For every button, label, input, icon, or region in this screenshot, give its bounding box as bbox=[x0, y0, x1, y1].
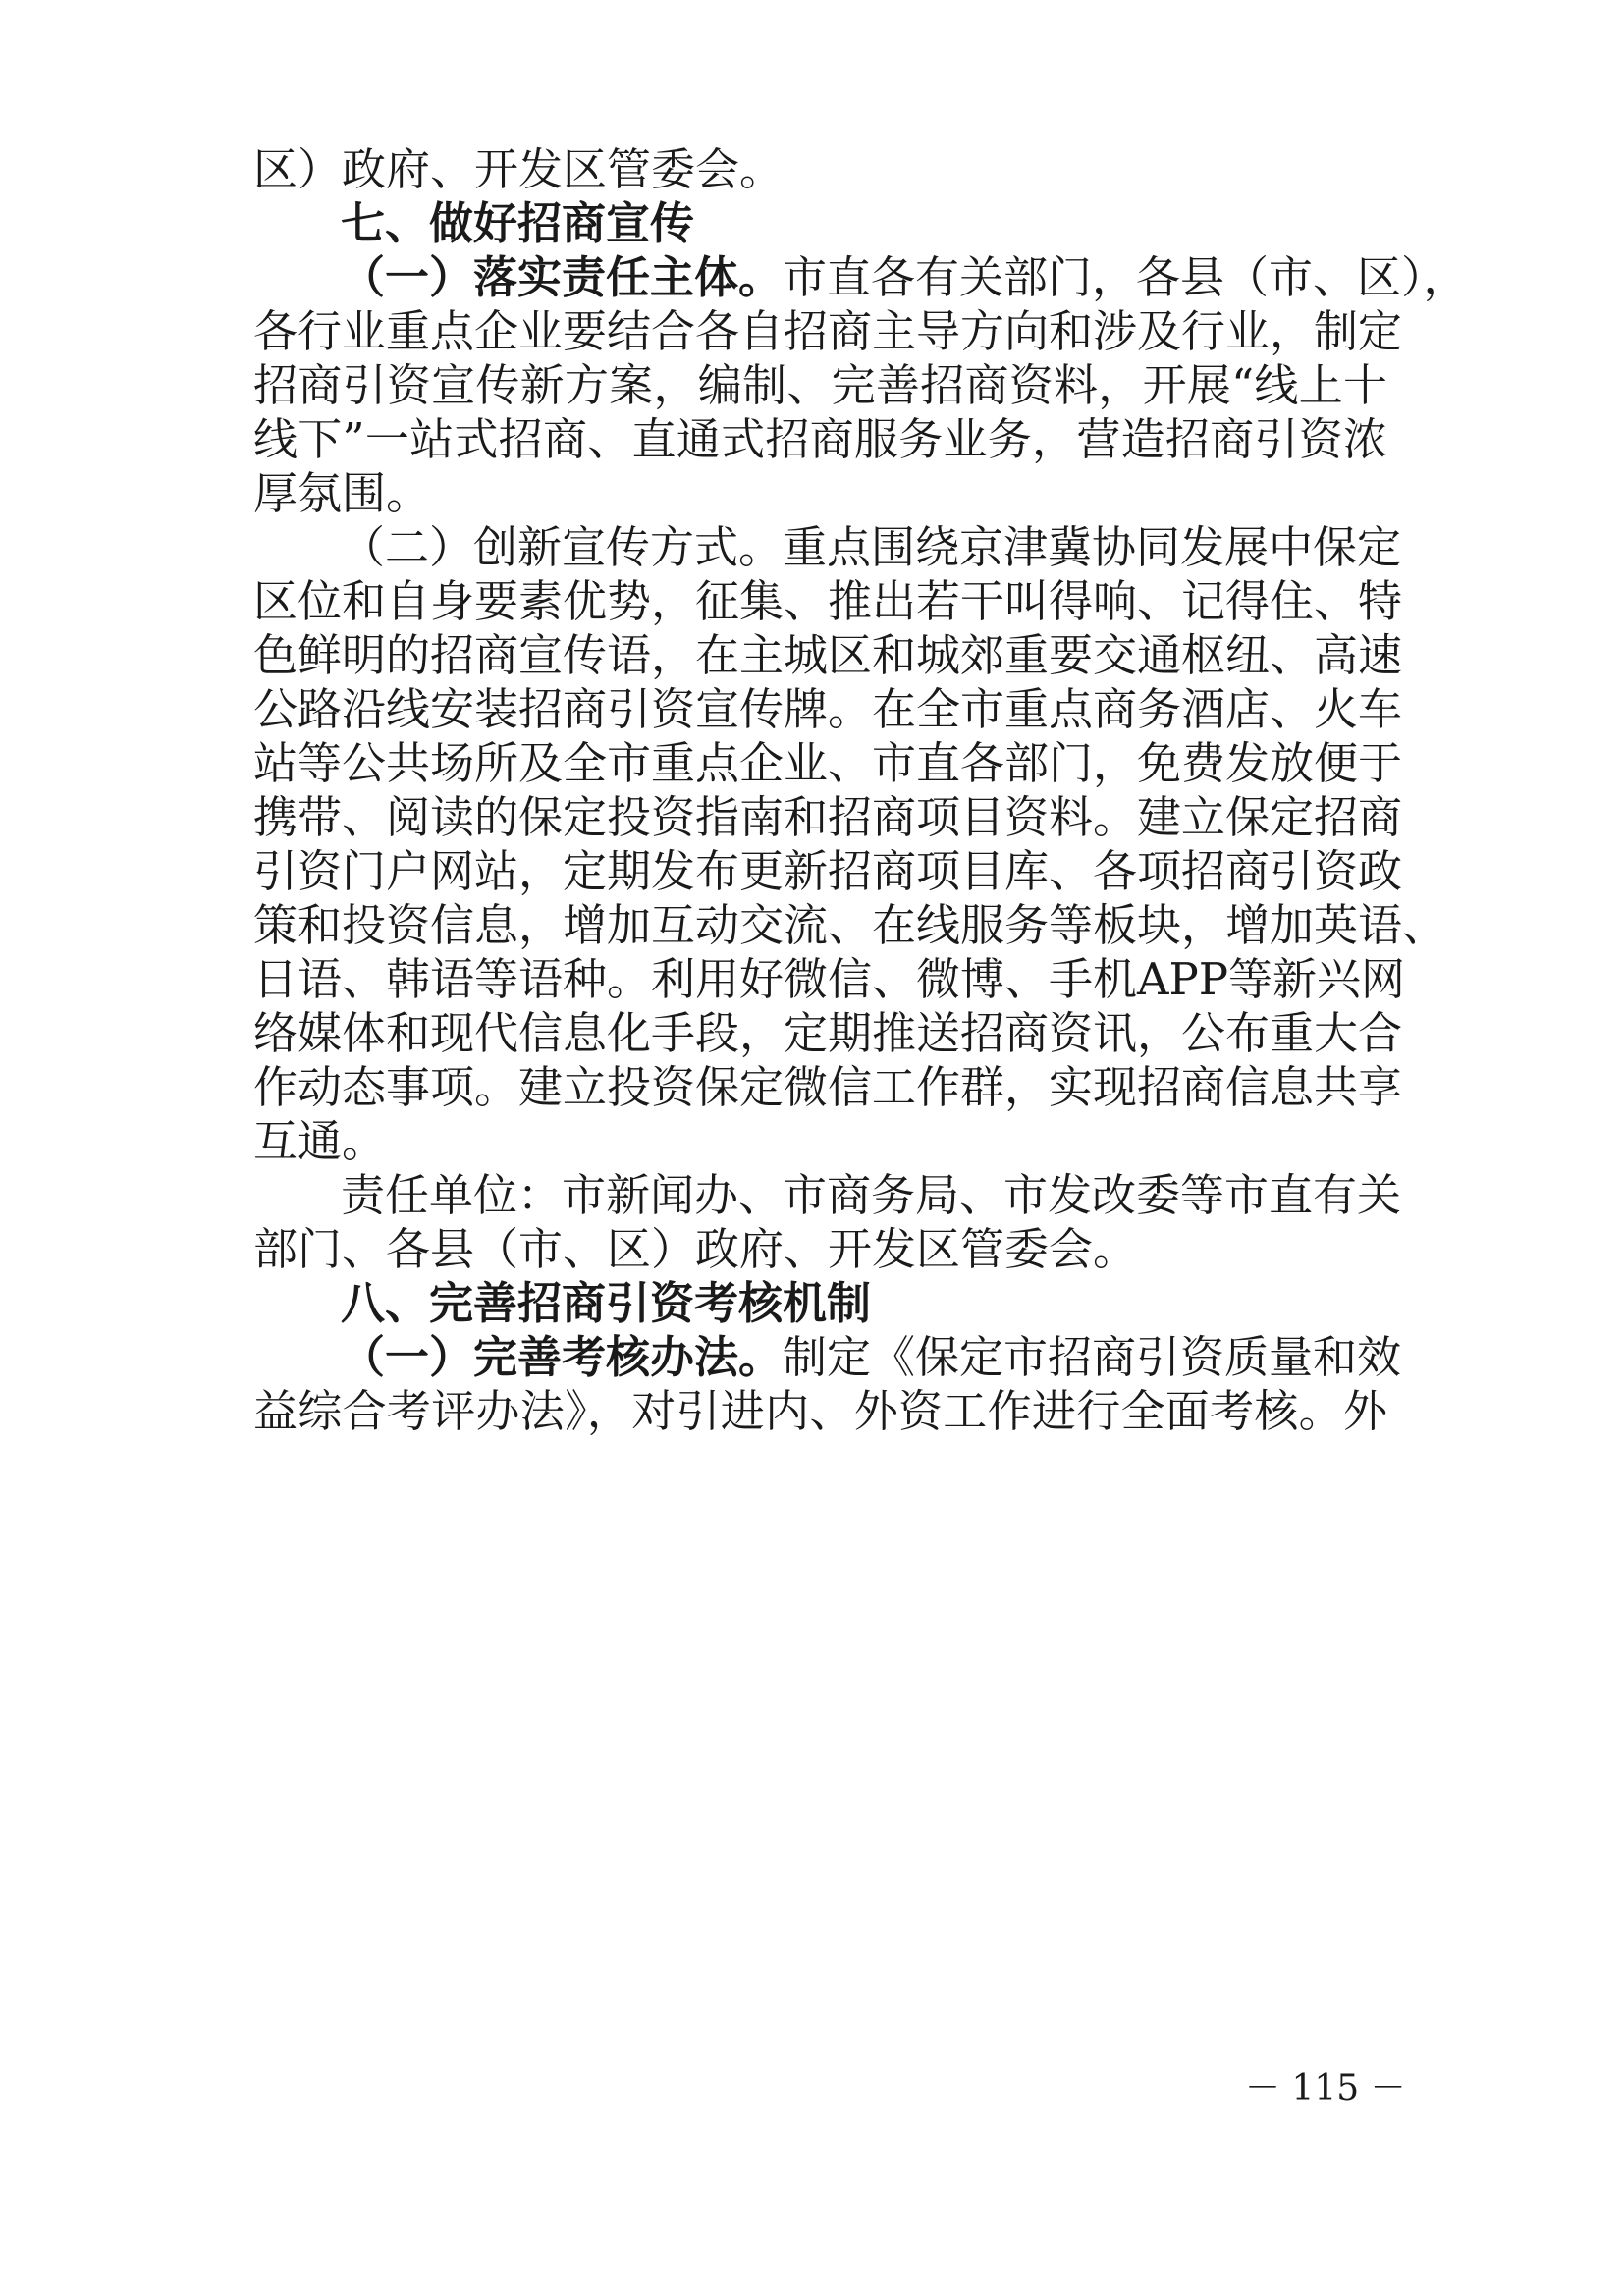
text-line: 益综合考评办法》，对引进内、外资工作进行全面考核。外 bbox=[253, 1385, 1387, 1437]
subsection-lead: （一）落实责任主体。 bbox=[341, 251, 784, 303]
text-line: 互通。 bbox=[253, 1115, 387, 1167]
text-line: 招商引资宣传新方案，编制、完善招商资料，开展“线上十 bbox=[253, 359, 1387, 411]
text-line: 区位和自身要素优势，征集、推出若干叫得响、记得住、特 bbox=[253, 575, 1403, 627]
text-line: 色鲜明的招商宣传语，在主城区和城郊重要交通枢纽、高速 bbox=[253, 629, 1403, 681]
text-line: 站等公共场所及全市重点企业、市直各部门，免费发放便于 bbox=[253, 737, 1403, 789]
text-line: 作动态事项。建立投资保定微信工作群，实现招商信息共享 bbox=[253, 1061, 1403, 1113]
text-line bbox=[341, 1331, 1402, 1384]
text-line: 策和投资信息，增加互动交流、在线服务等板块，增加英语、 bbox=[253, 899, 1447, 951]
text-line: 络媒体和现代信息化手段，定期推送招商资讯，公布重大合 bbox=[253, 1007, 1403, 1059]
text-line: 厚氛围。 bbox=[253, 467, 431, 519]
subsection-lead: （一）完善考核办法。 bbox=[341, 1331, 784, 1383]
text-line: 各行业重点企业要结合各自招商主导方向和涉及行业，制定 bbox=[253, 305, 1403, 357]
text-line: 日语、韩语等语种。利用好微信、微博、手机APP等新兴网 bbox=[253, 953, 1406, 1005]
text-line: 携带、阅读的保定投资指南和招商项目资料。建立保定招商 bbox=[253, 791, 1403, 843]
section-heading-7: 七、做好招商宣传 bbox=[341, 197, 695, 249]
text-line bbox=[341, 251, 1468, 304]
section-heading-8: 八、完善招商引资考核机制 bbox=[341, 1277, 872, 1329]
page-number: － 115 － bbox=[1245, 2068, 1406, 2109]
text-line: 区）政府、开发区管委会。 bbox=[253, 143, 785, 195]
text-span: 市直各有关部门，各县（市、区）， bbox=[783, 251, 1468, 303]
text-span: 制定《保定市招商引资质量和效 bbox=[783, 1331, 1402, 1383]
text-line: （二）创新宣传方式。重点围绕京津冀协同发展中保定 bbox=[341, 521, 1402, 573]
text-line: 公路沿线安装招商引资宣传牌。在全市重点商务酒店、火车 bbox=[253, 683, 1403, 735]
text-line: 线下”一站式招商、直通式招商服务业务，营造招商引资浓 bbox=[253, 413, 1387, 465]
text-line: 责任单位：市新闻办、市商务局、市发改委等市直有关 bbox=[341, 1169, 1402, 1221]
text-line: 引资门户网站，定期发布更新招商项目库、各项招商引资政 bbox=[253, 845, 1403, 897]
text-line: 部门、各县（市、区）政府、开发区管委会。 bbox=[253, 1223, 1138, 1275]
